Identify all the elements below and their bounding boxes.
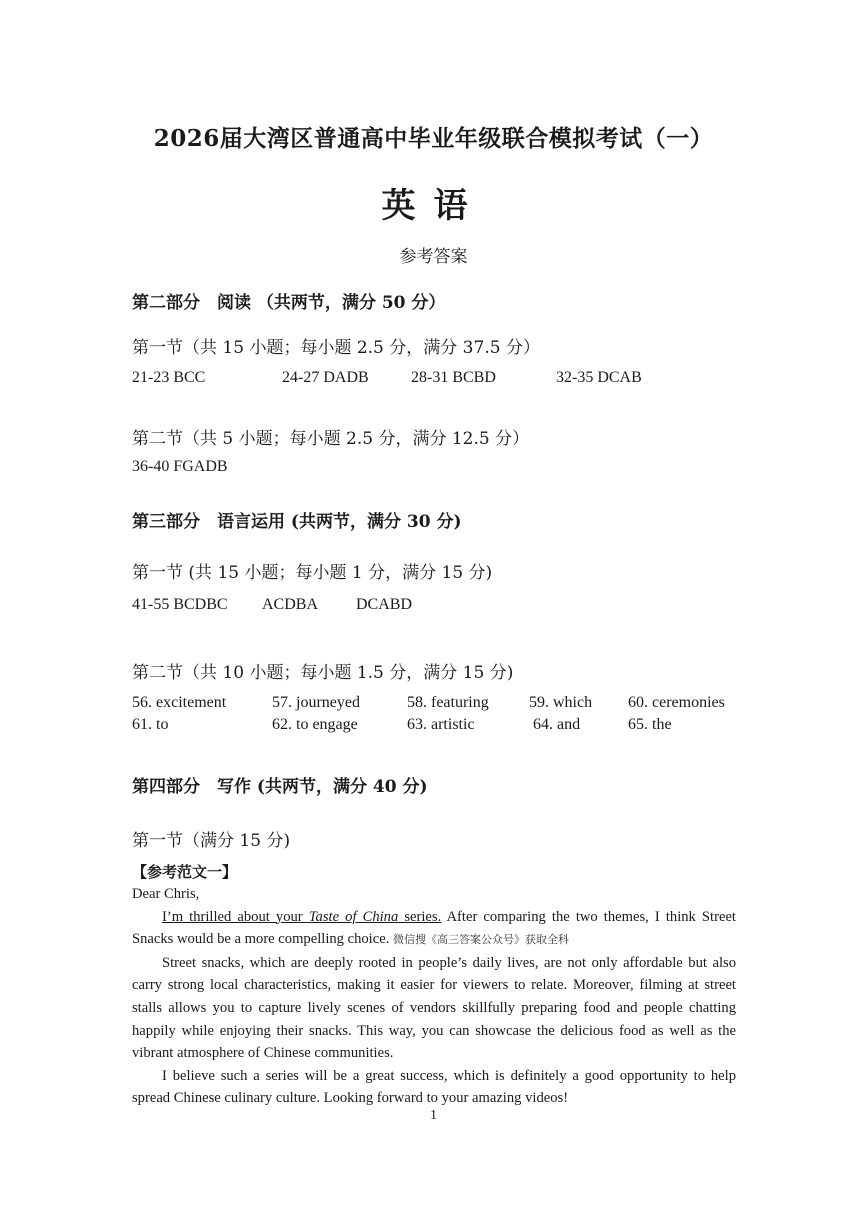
part3-section2-heading: 第二节（共 10 小题；每小题 1.5 分，满分 15 分) bbox=[132, 663, 514, 683]
answer-item: 61. to bbox=[132, 716, 169, 733]
answer-group: DCABD bbox=[356, 596, 413, 613]
answer-group: 24-27 DADB bbox=[282, 369, 369, 386]
answer-group: 36-40 FGADB bbox=[132, 458, 228, 475]
essay-thesis-text: I’m thrilled about your bbox=[162, 908, 309, 925]
essay-thesis-underlined bbox=[162, 909, 441, 925]
essay-text: After comparing the two themes, I think Street Snacks would be a more compelling choice. bbox=[132, 908, 736, 948]
page-number: 1 bbox=[430, 1108, 437, 1123]
essay-salutation: Dear Chris, bbox=[132, 886, 200, 902]
answer-key-label: 参考答案 bbox=[399, 247, 468, 267]
answer-item: 59. which bbox=[529, 694, 593, 711]
essay-paragraph-3: I believe such a series will be a great success, which is definitely a good opportunity to help spread Chinese culinary culture. Looking forward to your amazing videos! bbox=[132, 1067, 736, 1107]
part2-section1-heading: 第一节（共 15 小题；每小题 2.5 分，满分 37.5 分） bbox=[132, 338, 540, 358]
watermark-note: 微信搜《高三答案公众号》获取全科 bbox=[393, 934, 569, 947]
answer-item: 57. journeyed bbox=[272, 694, 360, 711]
part3-section1-heading: 第一节 (共 15 小题；每小题 1 分，满分 15 分) bbox=[132, 563, 493, 583]
answer-item: 56. excitement bbox=[132, 694, 227, 711]
part3-heading: 第三部分 语言运用 (共两节，满分 30 分) bbox=[132, 512, 462, 532]
part2-heading: 第二部分 阅读 （共两节，满分 50 分） bbox=[132, 293, 446, 313]
part2-section2-heading: 第二节（共 5 小题；每小题 2.5 分，满分 12.5 分） bbox=[132, 429, 530, 449]
answer-item: 63. artistic bbox=[407, 716, 475, 733]
series-title: Taste of China bbox=[308, 908, 399, 925]
answer-item: 60. ceremonies bbox=[628, 694, 725, 711]
sample-essay-label: 【参考范文一】 bbox=[132, 863, 238, 881]
essay-paragraph-2: Street snacks, which are deeply rooted in people’s daily lives, are not only affordable but also carry strong local characteristics, making it easier for viewers to relate. Moreover, filming at street stalls allows you to capture lively scenes of vendors skillfully preparing food and people chatting happily while enjoying their snacks. This way, you can showcase the delicious food as well as the vibrant atmosphere of Chinese communities. bbox=[132, 954, 736, 1062]
essay-paragraph-1 bbox=[132, 906, 736, 952]
answer-item: 58. featuring bbox=[407, 694, 489, 711]
answer-item: 62. to engage bbox=[272, 716, 358, 733]
part4-heading: 第四部分 写作 (共两节，满分 40 分) bbox=[132, 777, 428, 797]
subject-title: 英语 bbox=[381, 186, 486, 226]
answer-group: 28-31 BCBD bbox=[411, 369, 496, 386]
exam-title: 2026届大湾区普通高中毕业年级联合模拟考试（一） bbox=[153, 125, 714, 152]
sample-essay bbox=[132, 883, 736, 1110]
essay-thesis-text: series. bbox=[398, 908, 442, 925]
answer-group: 32-35 DCAB bbox=[556, 369, 642, 386]
answer-item: 65. the bbox=[628, 716, 672, 733]
answer-group: ACDBA bbox=[262, 596, 319, 613]
answer-group: 41-55 BCDBC bbox=[132, 596, 228, 613]
answer-group: 21-23 BCC bbox=[132, 369, 206, 386]
part4-section1-heading: 第一节（满分 15 分) bbox=[132, 831, 291, 851]
answer-item: 64. and bbox=[533, 716, 581, 733]
